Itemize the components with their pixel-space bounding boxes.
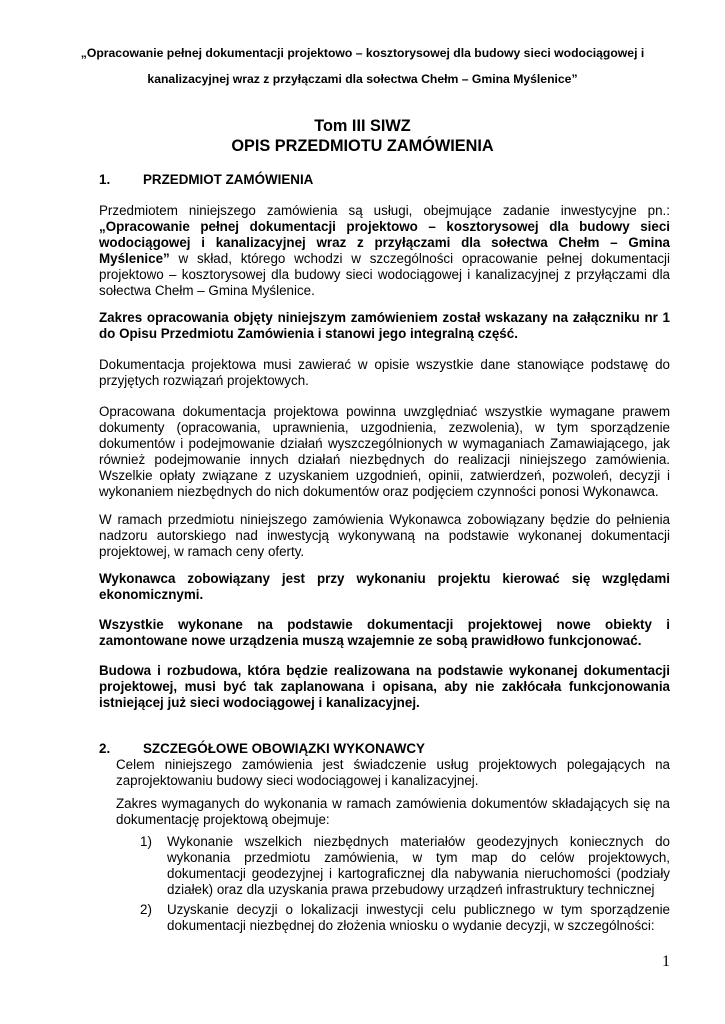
section-2-title: SZCZEGÓŁOWE OBOWIĄZKI WYKONAWCY — [143, 741, 425, 756]
title-line-1: Tom III SIWZ — [314, 117, 411, 135]
section-2-number: 2. — [99, 741, 111, 756]
section-1-paragraph-2: Zakres opracowania objęty niniejszym zamówieniem został wskazany na załączniku nr 1 do Opisu Przedmiotu Zamówienia i stanowi jego integralną część. — [99, 310, 670, 341]
section-2-heading — [99, 741, 425, 757]
title-line-2: OPIS PRZEDMIOTU ZAMÓWIENIA — [231, 137, 494, 155]
p1-lead: Przedmiotem niniejszego zamówienia są usługi, obejmujące zadanie inwestycyjne pn.: — [99, 203, 670, 218]
section-1-number: 1. — [99, 172, 111, 187]
section-1-paragraph-1 — [99, 203, 670, 299]
list-item-number: 1) — [140, 834, 152, 849]
section-1-paragraph-7: Wszystkie wykonane na podstawie dokumentacji projektowej nowe obiekty i zamontowane nowe urządzenia muszą wzajemnie ze sobą prawidłowo funkcjonować. — [99, 617, 670, 648]
document-title — [60, 116, 665, 156]
header-line-2: kanalizacyjnej wraz z przyłączami dla sołectwa Chełm – Gmina Myślenice” — [147, 72, 578, 86]
list-item-text: Wykonanie wszelkich niezbędnych materiałów geodezyjnych koniecznych do wykonania przedmiotu zamówienia, w tym map do celów projektowych, dokumentacji geodezyjnej i kartograficznej dla nabywania nieruchomości (podziały działek) oraz dla uzyskania prawa przebudowy urządzeń infrastruktury technicznej — [167, 834, 670, 897]
section-1-paragraph-3: Dokumentacja projektowa musi zawierać w opisie wszystkie dane stanowiące podstawę do przyjętych rozwiązań projektowych. — [99, 357, 670, 388]
section-1-paragraph-6: Wykonawca zobowiązany jest przy wykonaniu projektu kierować się względami ekonomicznymi. — [99, 571, 670, 602]
page-number: 1 — [662, 953, 670, 970]
list-item-text: Uzyskanie decyzji o lokalizacji inwestycji celu publicznego w tym sporządzenie dokumentacji niezbędnej do złożenia wniosku o wydanie decyzji, w szczególności: — [167, 902, 670, 933]
p1-rest: w skład, którego wchodzi w szczególności opracowanie pełnej dokumentacji projektowo – kosztorysowej dla budowy sieci wodociągowej i kanalizacyjnej z przyłączami dla sołectwa Chełm – Gmina Myślenice. — [99, 251, 670, 298]
section-2-paragraph-2: Zakres wymaganych do wykonania w ramach zamówienia dokumentów składających się na dokumentację projektową obejmuje: — [116, 796, 670, 827]
list-item-number: 2) — [140, 902, 152, 917]
section-1-paragraph-8: Budowa i rozbudowa, która będzie realizowana na podstawie wykonanej dokumentacji projektowej, musi być tak zaplanowana i opisana, aby nie zakłócała funkcjonowania istniejącej już sieci wodociągowej i kanalizacyjnej. — [99, 663, 670, 710]
section-1-title: PRZEDMIOT ZAMÓWIENIA — [143, 172, 314, 187]
document-header — [60, 40, 665, 92]
section-1-heading — [99, 172, 313, 188]
header-line-1: „Opracowanie pełnej dokumentacji projektowo – kosztorysowej dla budowy sieci wodociągowej i — [80, 46, 645, 60]
section-1-paragraph-5: W ramach przedmiotu niniejszego zamówienia Wykonawca zobowiązany będzie do pełnienia nadzoru autorskiego nad inwestycją wykonywaną na podstawie wykonanej dokumentacji projektowej, w ramach ceny oferty. — [99, 512, 670, 559]
p1-task-name: „Opracowanie pełnej dokumentacji projektowo – kosztorysowej dla budowy sieci wodociągowej i kanalizacyjnej wraz z przyłączami dla sołectwa Chełm – Gmina Myślenice” — [99, 219, 670, 266]
section-1-paragraph-4: Opracowana dokumentacja projektowa powinna uwzględniać wszystkie wymagane prawem dokumenty (opracowania, uprawnienia, uzgodnienia, zezwolenia), w tym sporządzenie dokumentów i podejmowanie działań wyszczególnionych w wymaganiach Zamawiającego, jak również podejmowanie innych działań niezbędnych do realizacji niniejszego zamówienia. Wszelkie opłaty związane z uzyskaniem uzgodnień, opinii, zatwierdzeń, pozwoleń, decyzji i wykonaniem niezbędnych do nich dokumentów oraz podjęciem czynności ponosi Wykonawca. — [99, 404, 670, 499]
section-2-paragraph-1: Celem niniejszego zamówienia jest świadczenie usług projektowych polegających na zaprojektowaniu budowy sieci wodociągowej i kanalizacyjnej. — [116, 757, 670, 788]
